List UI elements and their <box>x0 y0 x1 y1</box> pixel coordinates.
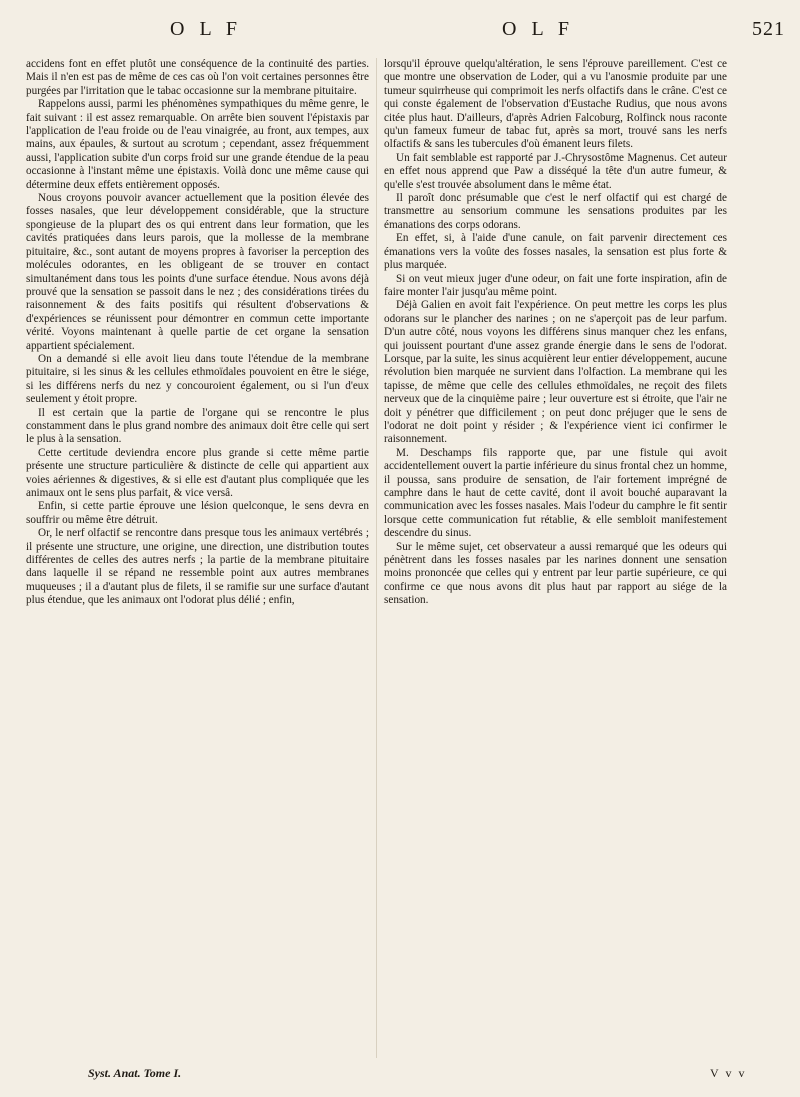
paragraph: Sur le même sujet, cet observateur a aussi remarqué que les odeurs qui pénètrent dans les fosses nasales par les narines donnent une sensation moins prononcée que celles qui y entrent par leur partie supérieure, ce qui confirme ce que nous avons dit plus haut par rapport au siége de la sensation. <box>384 540 727 607</box>
paragraph: On a demandé si elle avoit lieu dans toute l'étendue de la membrane pituitaire, si les sinus & les cellules ethmoïdales pouvoient en être le siége, si les différens nerfs du nez y concouroient également, ou si l'un d'eux seulement y étoit propre. <box>26 352 369 406</box>
paragraph: Nous croyons pouvoir avancer actuellement que la position élevée des fosses nasales, que leur développement considérable, que la structure spongieuse de la plupart des os qui entrent dans leur formation, que les cavités pratiquées dans leurs parois, que la mollesse de la membrane pituitaire, &c., sont autant de moyens propres à favoriser la perception des molécules odorantes, en les obligeant de se trouver en contact simultanément dans tous les points d'une surface étendue. Nous avons déjà prouvé que la sensation se passoit dans le nez ; des considérations tirées du raisonnement & des faits positifs qui résultent d'observations & d'expériences se réunissent pour démontrer en commun cette importante vérité. Voyons maintenant à quelle partie de cet organe la sensation appartient spécialement. <box>26 192 369 352</box>
paragraph: accidens font en effet plutôt une conséquence de la continuité des parties. Mais il n'en est pas de même de ces cas où l'on voit certaines personnes être purgées par l'irritation que le tabac occasionne sur la membrane pituitaire. <box>26 58 369 97</box>
paragraph: Il est certain que la partie de l'organe qui se rencontre le plus constamment dans le plus grand nombre des animaux doit être celle qui sert le plus à la sensation. <box>26 406 369 446</box>
page-number: 521 <box>752 18 785 40</box>
column-divider <box>376 58 377 1058</box>
header-left: O L F <box>170 18 243 40</box>
header-center: O L F <box>502 18 575 40</box>
paragraph: M. Deschamps fils rapporte que, par une fistule qui avoit accidentellement ouvert la partie inférieure du sinus frontal chez un homme, il poussa, sans produire de sensation, de l'air fortement imprégné de camphre dans le haut de cette cavité, dont il avoit bouché auparavant la communication avec les fosses nasales. Mais l'odeur du camphre le fit sentir lorsque cette communication fut rétablie, & elle sembloit manifestement descendre du sinus. <box>384 446 727 540</box>
right-column <box>384 58 727 608</box>
paragraph: Déjà Galien en avoit fait l'expérience. On peut mettre les corps les plus odorans sur le plancher des narines ; on ne s'aperçoit pas de leur parfum. D'un autre côté, nous voyons les différens sinus manquer chez les enfans, qui jouissent pourtant d'une assez grande énergie dans le sens de l'odorat. Lorsque, par la suite, les sinus acquièrent leur entier développement, aucune révolution bien marquée ne survient dans l'olfaction. La membrane qui les tapisse, de même que celle des cellules ethmoïdales, ne reçoit des filets nerveux que de la cinquième paire ; leur ouverture est si étroite, que l'air ne doit y pénétrer que difficilement ; on peut donc préjuger que le sens de l'odorat ne doit point y résider ; & l'expérience vient ici confirmer le raisonnement. <box>384 299 727 446</box>
paragraph: Cette certitude deviendra encore plus grande si cette même partie présente une structure particulière & distincte de celle qui appartient aux voies aériennes & digestives, & si elle est d'autant plus compliquée que les animaux ont le sens plus parfait, & vice versâ. <box>26 446 369 499</box>
paragraph: Or, le nerf olfactif se rencontre dans presque tous les animaux vertébrés ; il présente une structure, une origine, une direction, une distribution toutes différentes de celles des autres nerfs ; la partie de la membrane pituitaire dans laquelle il se répand ne ressemble point aux autres membranes muqueuses ; il a d'autant plus de filets, il se ramifie sur une surface d'autant plus étendue, que les animaux ont l'odorat plus délié ; enfin, <box>26 527 369 607</box>
paragraph: lorsqu'il éprouve quelqu'altération, le sens l'éprouve pareillement. C'est ce que montre une observation de Loder, qui a vu l'anosmie produite par une tumeur squirrheuse qui comprimoit les nerfs olfactifs dans le crâne. C'est ce qui conste également de l'observation d'Eustache Rudius, que nous avons citée plus haut. D'ailleurs, d'après Adrien Falcoburg, Rolfinck nous raconte qu'un fameux fumeur de tabac fut, après sa mort, trouvé sans les nerfs olfactifs & sans les tubercules d'où émanent leurs filets. <box>384 58 727 151</box>
paragraph: Si on veut mieux juger d'une odeur, on fait une forte inspiration, afin de faire monter l'air jusqu'au même point. <box>384 272 727 298</box>
paragraph: En effet, si, à l'aide d'une canule, on fait parvenir directement ces émanations vers la voûte des fosses nasales, la sensation est plus forte & plus marquée. <box>384 232 727 272</box>
running-header <box>0 18 800 48</box>
paragraph: Il paroît donc présumable que c'est le nerf olfactif qui est chargé de transmettre au sensorium commune les sensations produites par les émanations des corps odorans. <box>384 192 727 231</box>
footer-signature: Syst. Anat. Tome I. <box>88 1066 182 1080</box>
left-column <box>26 58 369 608</box>
paragraph: Enfin, si cette partie éprouve une lésion quelconque, le sens devra en souffrir ou même être détruit. <box>26 500 369 526</box>
paragraph: Rappelons aussi, parmi les phénomènes sympathiques du même genre, le fait suivant : il est assez remarquable. On arrête bien souvent l'épistaxis par l'application de l'eau froide ou de l'eau vinaigrée, au front, aux tempes, aux mains, aux épaules, & surtout au scrotum ; cependant, assez fréquemment aussi, l'application subite d'un corps froid sur une grande étendue de la peau occasionne à l'instant même une épistaxis. Voilà donc une même cause qui détermine deux effets entièrement opposés. <box>26 98 369 191</box>
footer-signature-mark: V v v <box>710 1066 747 1080</box>
paragraph: Un fait semblable est rapporté par J.-Chrysostôme Magnenus. Cet auteur en effet nous apprend que Paw a disséqué la tête d'un autre fumeur, & qu'elle s'est trouvée absolument dans le même état. <box>384 151 727 191</box>
